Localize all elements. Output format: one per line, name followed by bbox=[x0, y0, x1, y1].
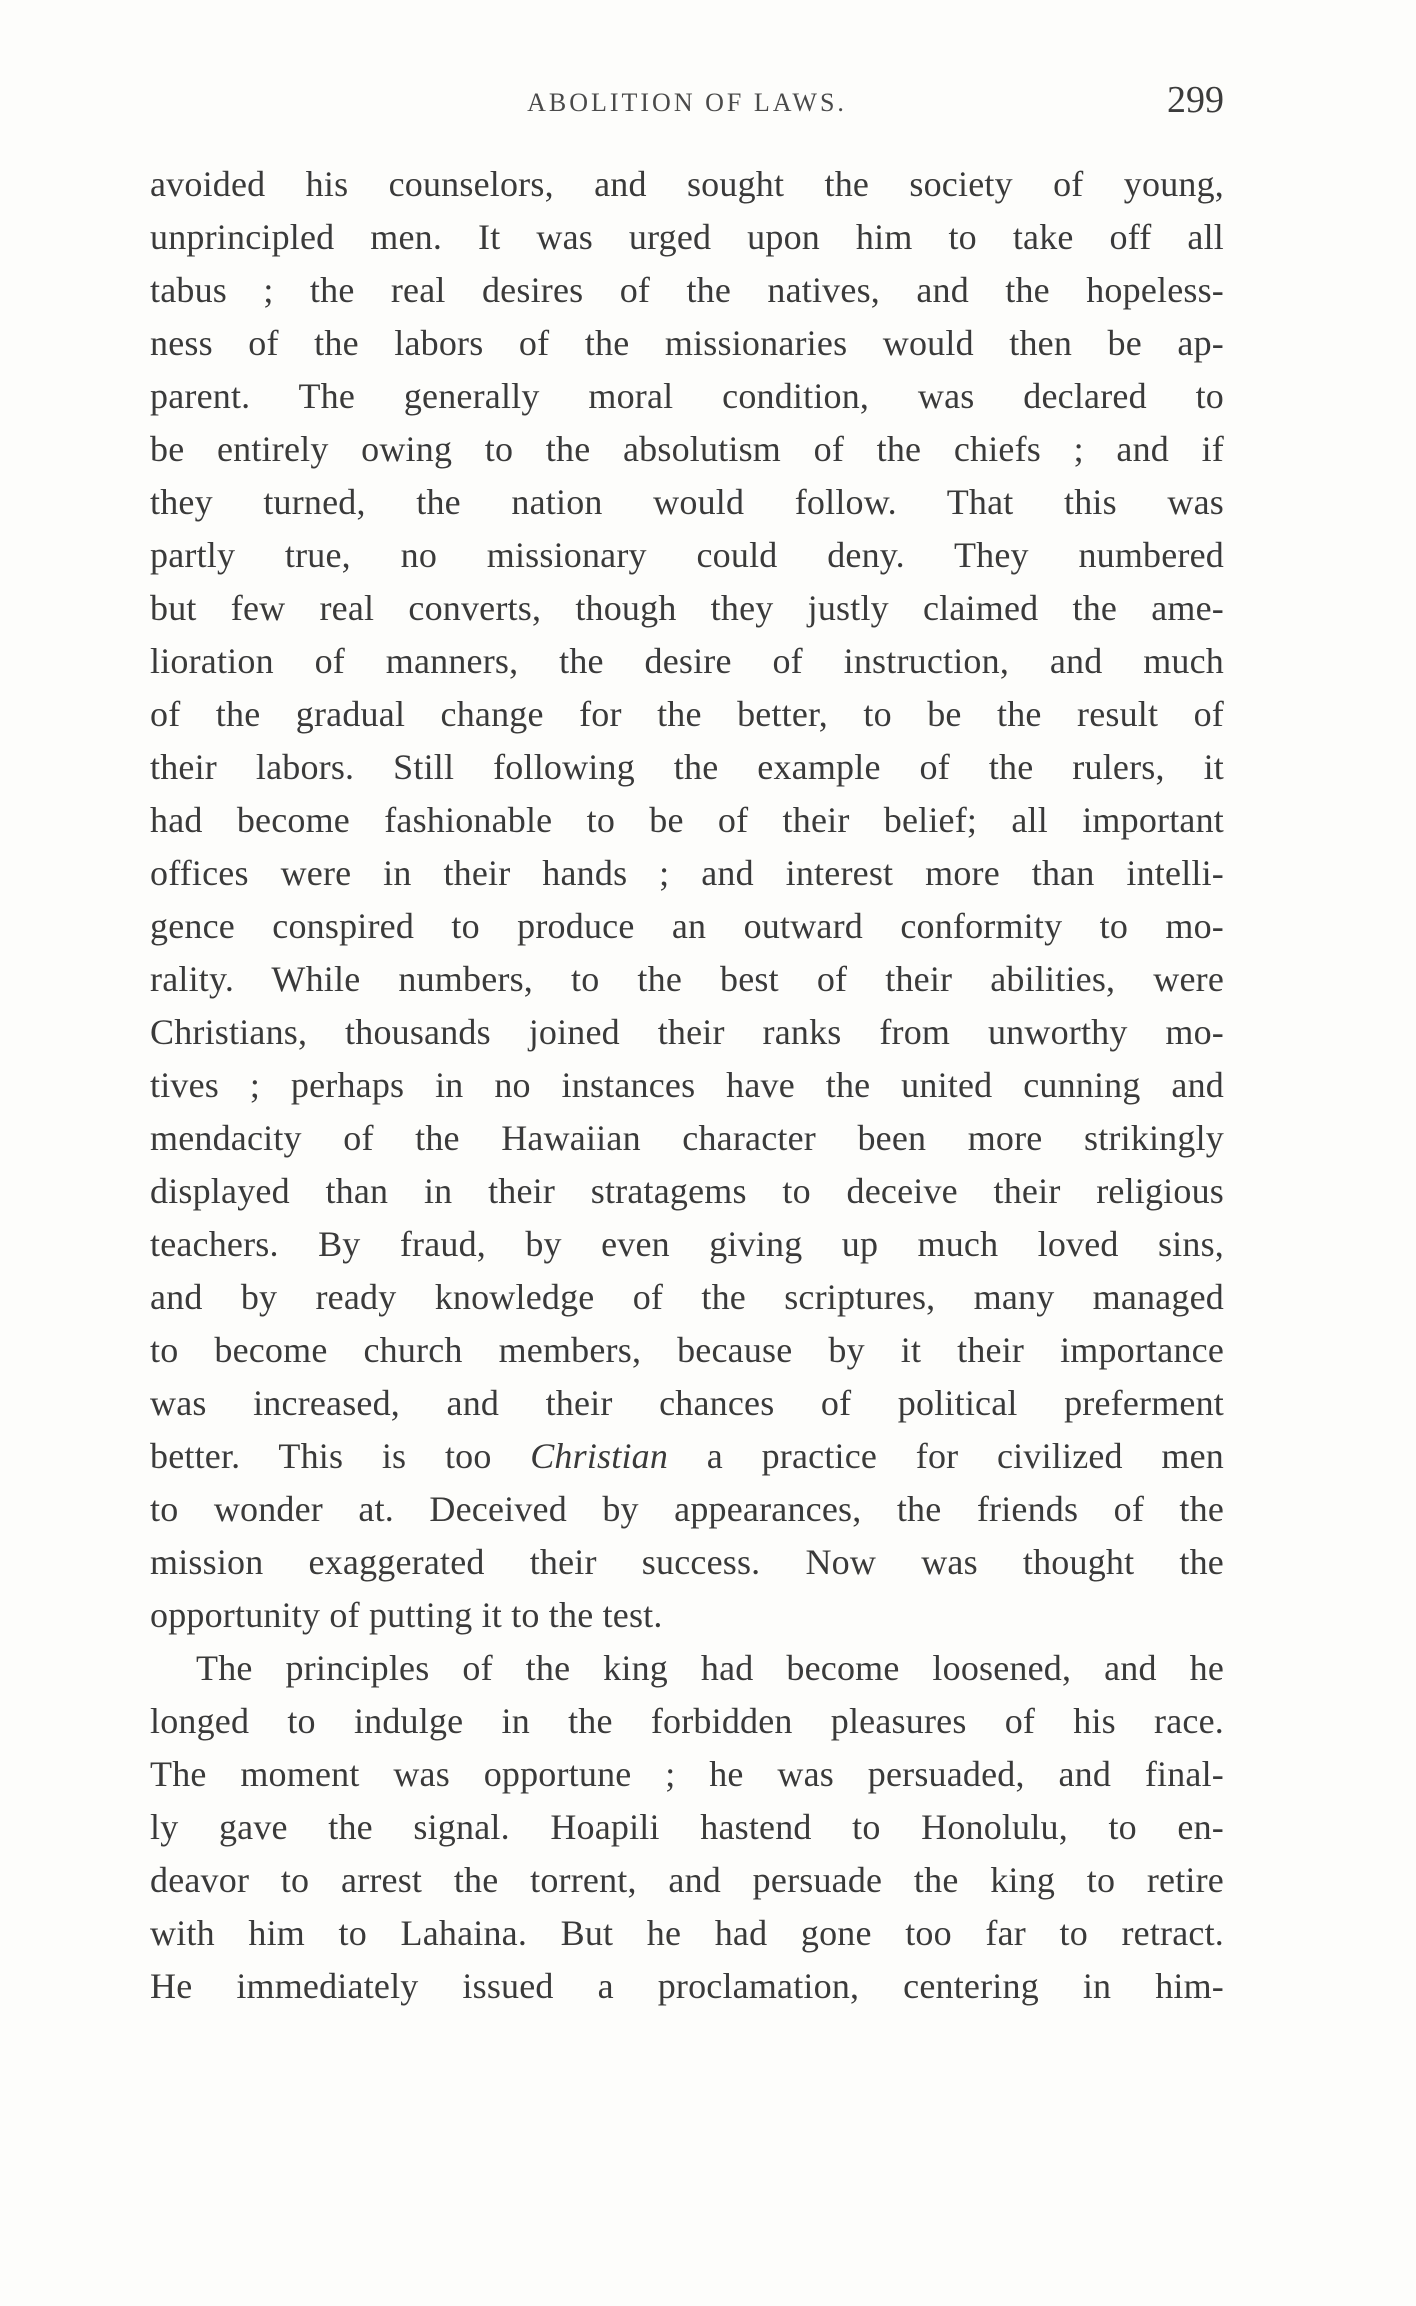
text-line: tives ; perhaps in no instances have the united cunning and bbox=[150, 1065, 1224, 1105]
text-line: offices were in their hands ; and interest more than intelli- bbox=[150, 853, 1224, 893]
text-line: better. This is too Christian a practice for civilized men bbox=[150, 1436, 1225, 1476]
text-line: displayed than in their stratagems to deceive their religious bbox=[150, 1171, 1224, 1211]
text-line: had become fashionable to be of their belief; all important bbox=[150, 800, 1224, 840]
text-line: mission exaggerated their success. Now was thought the bbox=[150, 1542, 1224, 1582]
body-text bbox=[150, 158, 1224, 2013]
text-line: opportunity of putting it to the test. bbox=[150, 1595, 663, 1635]
text-line: their labors. Still following the example of the rulers, it bbox=[150, 747, 1224, 787]
text-line: was increased, and their chances of political preferment bbox=[150, 1383, 1224, 1423]
text-line: be entirely owing to the absolutism of the chiefs ; and if bbox=[150, 429, 1224, 469]
emphasis-text: Christian bbox=[530, 1436, 669, 1476]
text-line: teachers. By fraud, by even giving up much loved sins, bbox=[150, 1224, 1224, 1264]
text-line: they turned, the nation would follow. That this was bbox=[150, 482, 1224, 522]
text-line: Christians, thousands joined their ranks from unworthy mo- bbox=[150, 1012, 1224, 1052]
text-line: but few real converts, though they justly claimed the ame- bbox=[150, 588, 1224, 628]
text-line: The moment was opportune ; he was persuaded, and final- bbox=[150, 1754, 1224, 1794]
text-line: gence conspired to produce an outward conformity to mo- bbox=[150, 906, 1224, 946]
page-number: 299 bbox=[1167, 79, 1224, 121]
text-line: partly true, no missionary could deny. They numbered bbox=[150, 535, 1224, 575]
text-line: with him to Lahaina. But he had gone too far to retract. bbox=[150, 1913, 1224, 1953]
text-line: mendacity of the Hawaiian character been more strikingly bbox=[150, 1118, 1224, 1158]
text-line: lioration of manners, the desire of instruction, and much bbox=[150, 641, 1224, 681]
paragraph-1 bbox=[150, 158, 1224, 1642]
text-line: ly gave the signal. Hoapili hastend to Honolulu, to en- bbox=[150, 1807, 1224, 1847]
text-line: ness of the labors of the missionaries would then be ap- bbox=[150, 323, 1224, 363]
text-line: He immediately issued a proclamation, centering in him- bbox=[150, 1966, 1224, 2006]
text-line: parent. The generally moral condition, was declared to bbox=[150, 376, 1224, 416]
text-line: unprincipled men. It was urged upon him to take off all bbox=[150, 217, 1224, 257]
text-line: deavor to arrest the torrent, and persuade the king to retire bbox=[150, 1860, 1224, 1900]
text-line: to become church members, because by it their importance bbox=[150, 1330, 1224, 1370]
text-line: tabus ; the real desires of the natives, and the hopeless- bbox=[150, 270, 1224, 310]
text-line: to wonder at. Deceived by appearances, the friends of the bbox=[150, 1489, 1224, 1529]
text-line: of the gradual change for the better, to be the result of bbox=[150, 694, 1224, 734]
paragraph-2 bbox=[150, 1642, 1224, 2013]
text-line: avoided his counselors, and sought the society of young, bbox=[150, 164, 1224, 204]
text-line: rality. While numbers, to the best of their abilities, were bbox=[150, 959, 1224, 999]
running-head bbox=[150, 78, 1224, 138]
text-line: longed to indulge in the forbidden pleasures of his race. bbox=[150, 1701, 1224, 1741]
text-line: and by ready knowledge of the scriptures, many managed bbox=[150, 1277, 1224, 1317]
text-line: The principles of the king had become loosened, and he bbox=[196, 1648, 1224, 1688]
running-title: ABOLITION OF LAWS. bbox=[527, 88, 847, 117]
